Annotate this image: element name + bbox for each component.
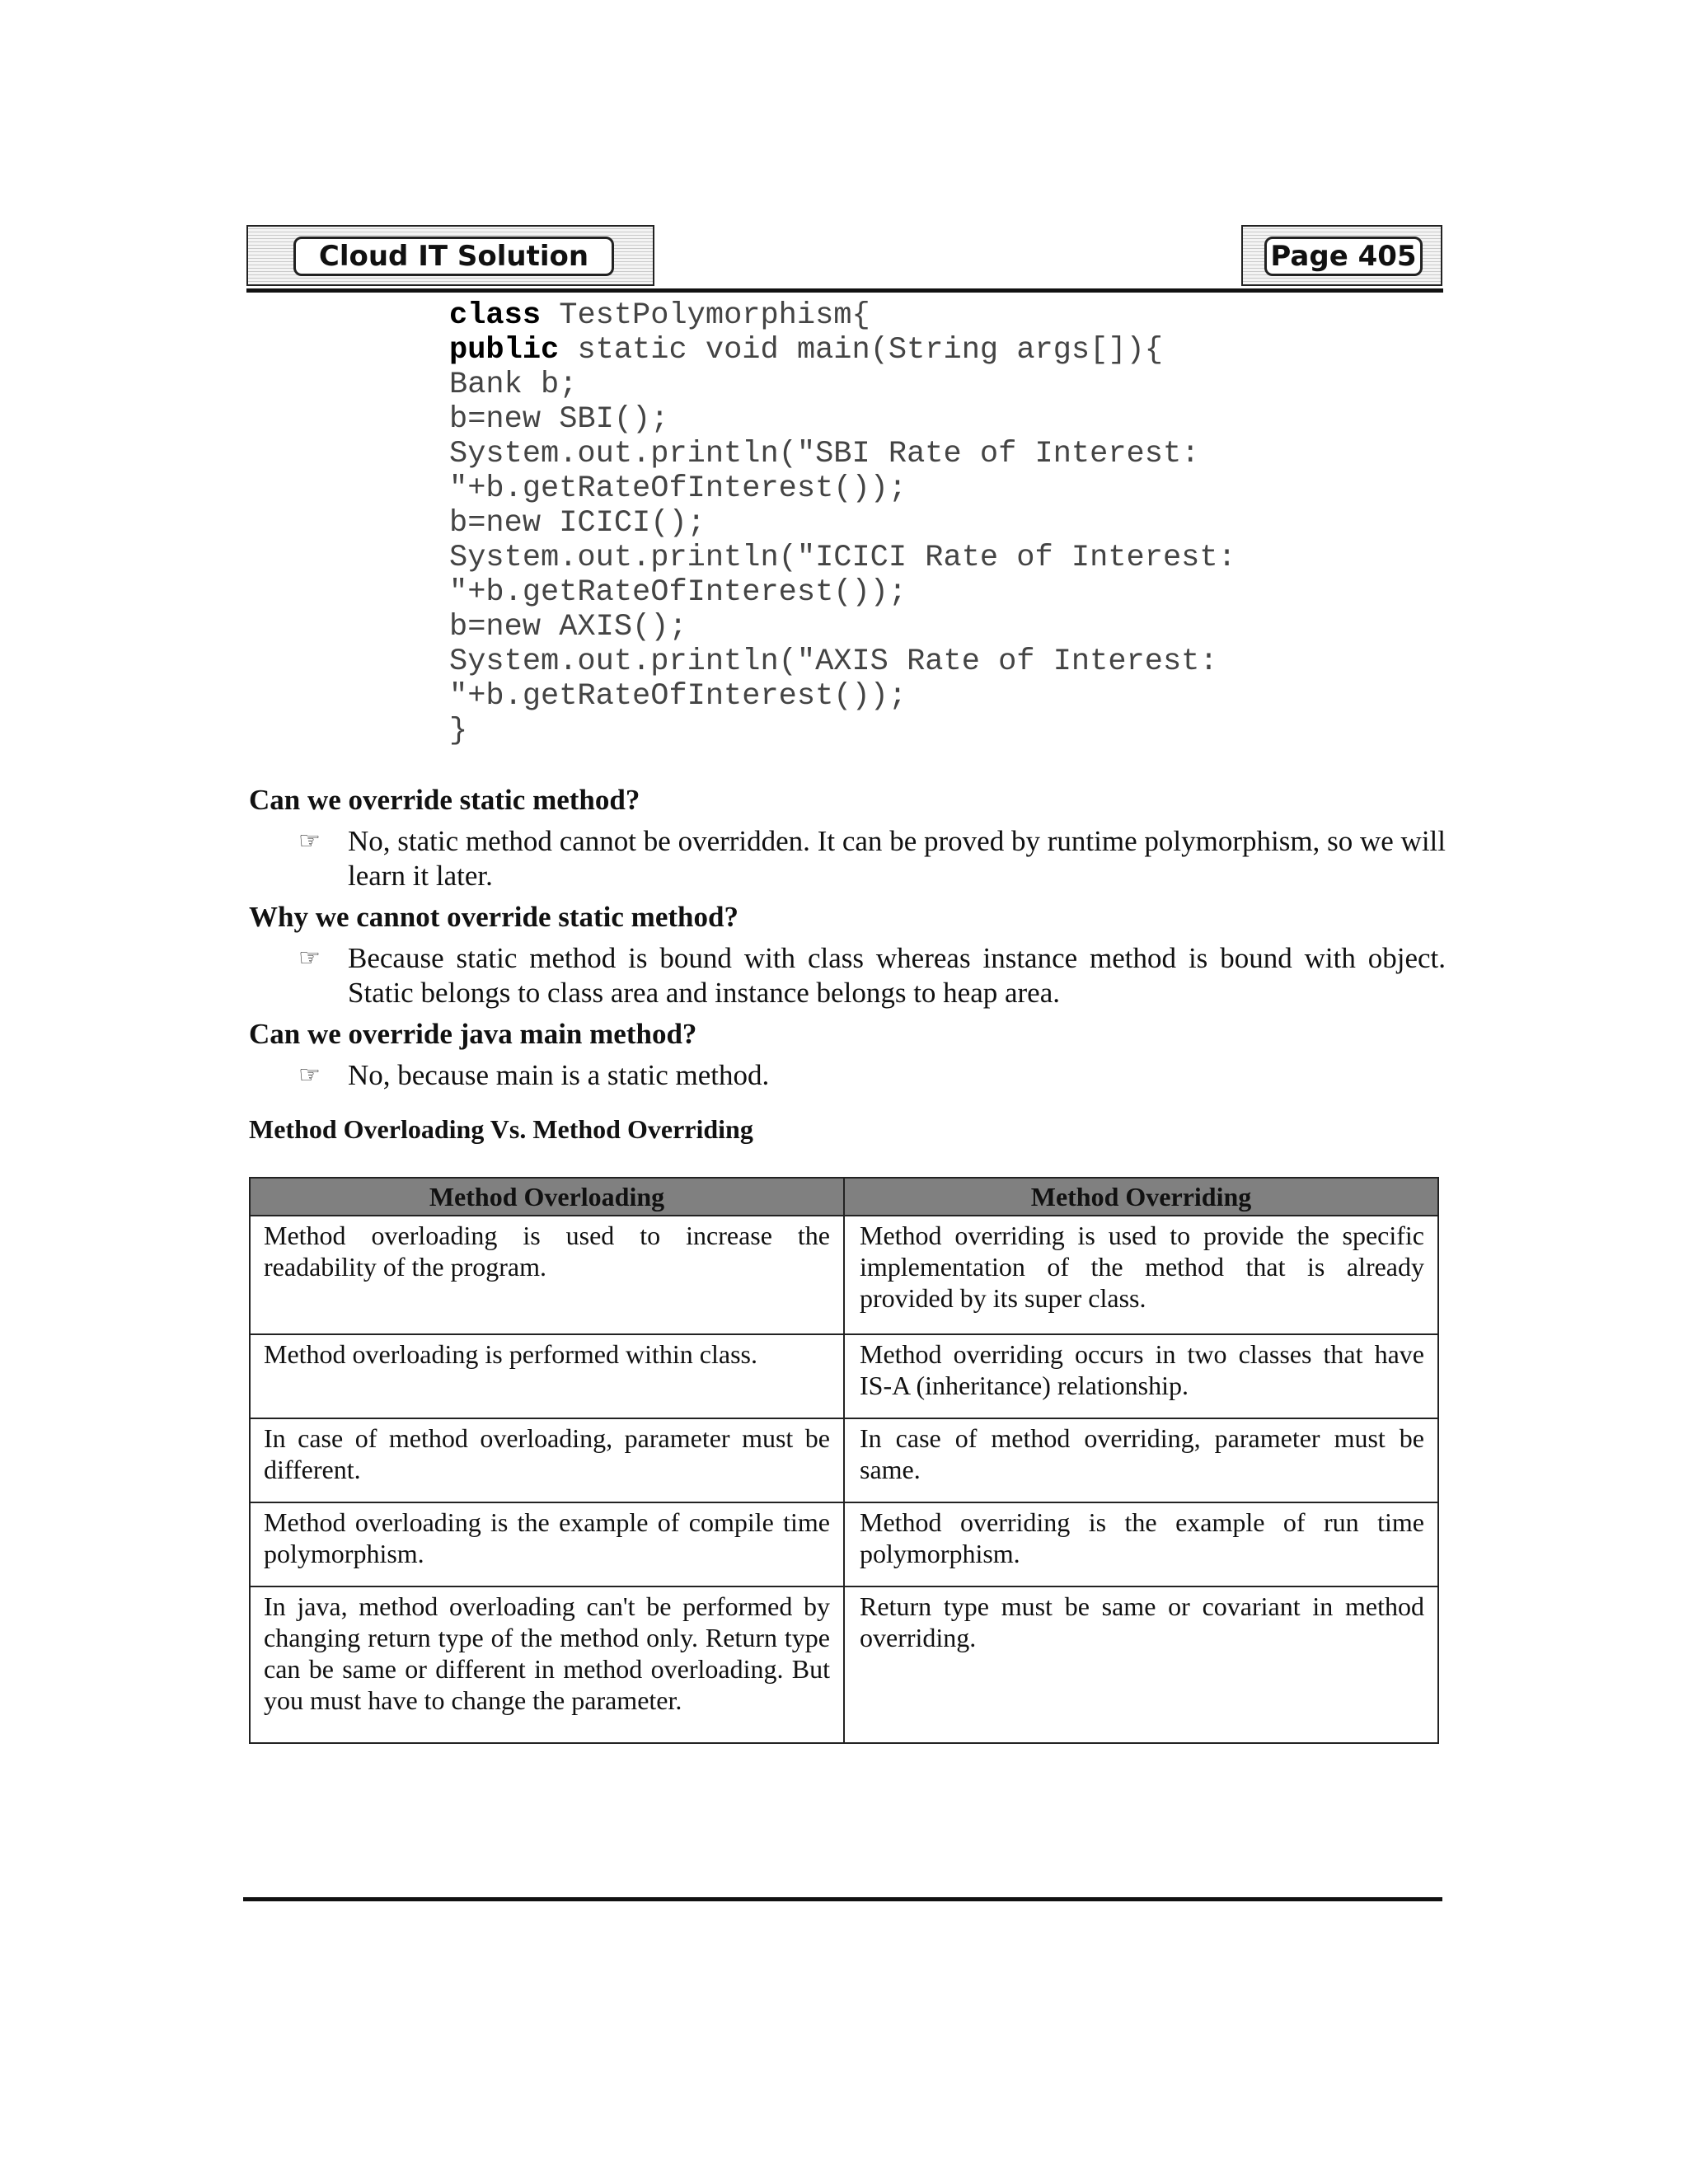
answer-item: [249, 824, 1446, 893]
answer-item: [249, 941, 1446, 1010]
code-line: "+b.getRateOfInterest());: [449, 575, 907, 610]
table-cell: Return type must be same or covariant in method overriding.: [844, 1586, 1438, 1743]
table-row: [250, 1418, 1438, 1502]
table-cell: In java, method overloading can't be performed by changing return type of the method only. Return type can be same or different in method overloading. But you must have to change the parameter.: [250, 1586, 844, 1743]
table-header-row: [250, 1178, 1438, 1216]
code-line: b=new ICICI();: [449, 506, 706, 541]
header-page-box: [1241, 225, 1442, 286]
table-row: [250, 1334, 1438, 1418]
pointing-hand-icon: ☞: [298, 1061, 321, 1090]
answer-text: No, static method cannot be overridden. It can be proved by runtime polymorphism, so we will learn it later.: [348, 825, 1446, 892]
page-number: Page 405: [1264, 237, 1423, 276]
column-header: Method Overriding: [844, 1178, 1438, 1216]
qa-section: [249, 783, 1446, 1099]
code-line: b=new AXIS();: [449, 610, 687, 644]
code-line: public static void main(String args[]){: [449, 333, 1163, 368]
code-line: Bank b;: [449, 368, 578, 402]
code-line: System.out.println("SBI Rate of Interest:: [449, 437, 1200, 471]
header-brand-box: [246, 225, 654, 286]
code-line: b=new SBI();: [449, 402, 669, 437]
answer-text: Because static method is bound with class whereas instance method is bound with object. Static belongs to class area and instance belongs to heap area.: [348, 942, 1446, 1009]
code-line: System.out.println("AXIS Rate of Interest:: [449, 644, 1218, 679]
table-row: [250, 1586, 1438, 1743]
table-cell: Method overriding is used to provide the specific implementation of the method that is already provided by its super class.: [844, 1216, 1438, 1334]
table-cell: Method overloading is performed within class.: [250, 1334, 844, 1418]
table-cell: Method overriding is the example of run time polymorphism.: [844, 1502, 1438, 1586]
table-cell: Method overriding occurs in two classes that have IS-A (inheritance) relationship.: [844, 1334, 1438, 1418]
code-block: [449, 298, 1236, 748]
answer-text: No, because main is a static method.: [348, 1059, 770, 1091]
section-title: Method Overloading Vs. Method Overriding: [249, 1114, 753, 1144]
question-heading: Why we cannot override static method?: [249, 901, 738, 933]
table-cell: Method overloading is used to increase the readability of the program.: [250, 1216, 844, 1334]
code-line: System.out.println("ICICI Rate of Interest:: [449, 541, 1236, 575]
question-heading: Can we override java main method?: [249, 1018, 697, 1050]
table-row: [250, 1502, 1438, 1586]
question-heading: Can we override static method?: [249, 784, 640, 816]
header-brand: Cloud IT Solution: [293, 237, 614, 276]
pointing-hand-icon: ☞: [298, 827, 321, 855]
table-cell: In case of method overriding, parameter must be same.: [844, 1418, 1438, 1502]
comparison-table: [249, 1177, 1439, 1744]
code-line: class TestPolymorphism{: [449, 298, 870, 333]
answer-item: [249, 1058, 1446, 1093]
column-header: Method Overloading: [250, 1178, 844, 1216]
footer-rule: [243, 1897, 1442, 1901]
code-line: }: [449, 714, 468, 748]
table-row: [250, 1216, 1438, 1334]
pointing-hand-icon: ☞: [298, 944, 321, 972]
table-cell: In case of method overloading, parameter must be different.: [250, 1418, 844, 1502]
code-line: "+b.getRateOfInterest());: [449, 471, 907, 506]
table-cell: Method overloading is the example of compile time polymorphism.: [250, 1502, 844, 1586]
code-line: "+b.getRateOfInterest());: [449, 679, 907, 714]
header-rule: [246, 288, 1443, 293]
